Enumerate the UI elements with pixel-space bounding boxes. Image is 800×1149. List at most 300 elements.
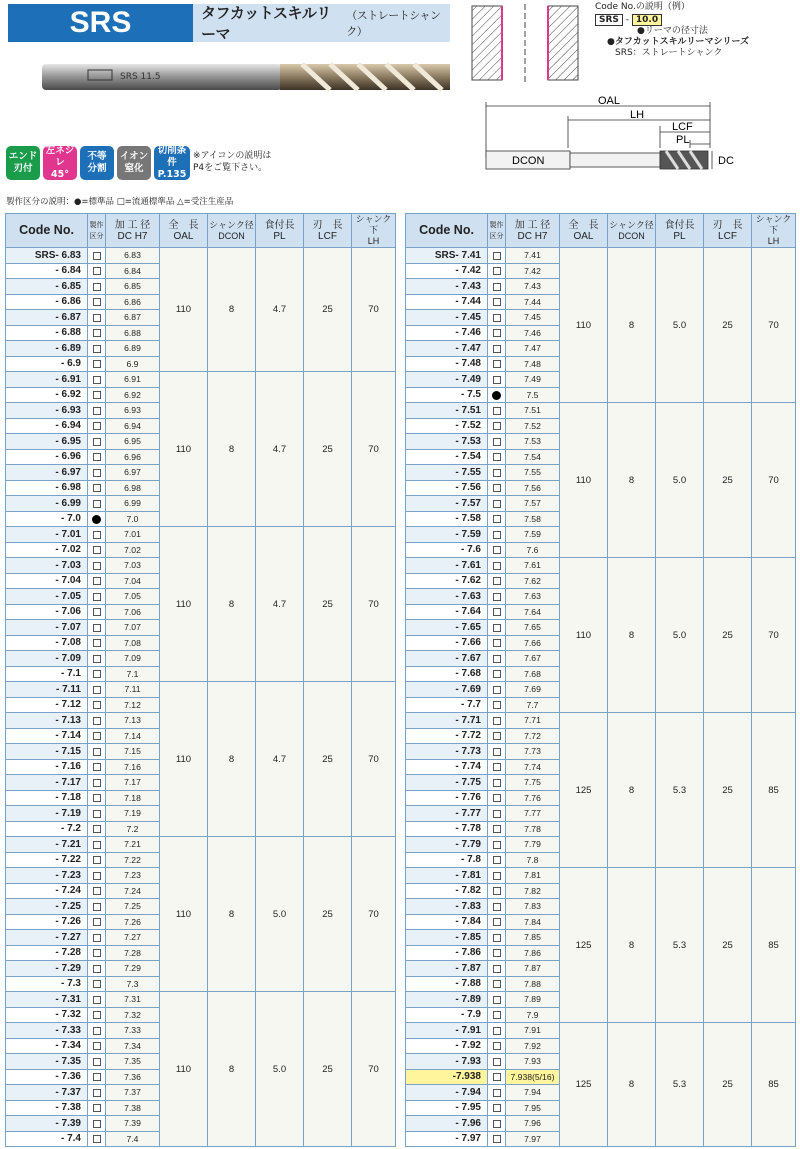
production-class-cell — [88, 325, 106, 341]
dcon-cell: 8 — [608, 713, 656, 868]
table-row — [406, 868, 796, 884]
lh-cell: 70 — [752, 558, 796, 713]
code-no-cell: - 7.53 — [406, 434, 488, 450]
dc-cell: 6.9 — [106, 356, 160, 372]
dcon-cell: 8 — [608, 868, 656, 1023]
distribution-mark-icon — [93, 763, 101, 771]
oal-cell: 110 — [560, 558, 608, 713]
dc-cell: 7.07 — [106, 620, 160, 636]
production-class-cell — [88, 821, 106, 837]
standard-mark-icon — [492, 391, 501, 400]
col-oal: 全 長 OAL — [560, 214, 608, 248]
lh-cell: 70 — [752, 248, 796, 403]
table-row — [6, 682, 396, 698]
production-class-cell — [88, 279, 106, 295]
lh-cell: 70 — [752, 403, 796, 558]
distribution-mark-icon — [93, 314, 101, 322]
code-no-cell: - 7.4 — [6, 1131, 88, 1147]
col-code: Code No. — [6, 214, 88, 248]
distribution-mark-icon — [493, 1104, 501, 1112]
code-no-cell: - 7.72 — [406, 728, 488, 744]
code-no-cell: - 7.26 — [6, 914, 88, 930]
production-class-cell — [88, 558, 106, 574]
production-class-cell — [488, 976, 506, 992]
table-row — [6, 248, 396, 264]
production-class-cell — [488, 387, 506, 403]
col-dcon: シャンク径 DCON — [608, 214, 656, 248]
dc-cell: 7.81 — [506, 868, 560, 884]
pl-cell: 5.0 — [656, 248, 704, 403]
dc-cell: 6.84 — [106, 263, 160, 279]
dc-cell: 7.41 — [506, 248, 560, 264]
production-class-cell — [488, 790, 506, 806]
distribution-mark-icon — [493, 1027, 501, 1035]
production-class-cell — [88, 465, 106, 481]
dc-cell: 7.42 — [506, 263, 560, 279]
code-no-cell: - 7.52 — [406, 418, 488, 434]
production-class-cell — [88, 697, 106, 713]
production-class-cell — [88, 511, 106, 527]
dc-cell: 7.73 — [506, 744, 560, 760]
dc-cell: 7.8 — [506, 852, 560, 868]
distribution-mark-icon — [493, 655, 501, 663]
oal-cell: 110 — [160, 837, 208, 992]
code-no-cell: - 7.92 — [406, 1038, 488, 1054]
distribution-mark-icon — [493, 903, 501, 911]
code-example-line3: SRS：ストレートシャンク — [615, 48, 723, 58]
dcon-cell: 8 — [608, 248, 656, 403]
production-class-cell — [488, 852, 506, 868]
production-class-cell — [488, 449, 506, 465]
dc-cell: 7.78 — [506, 821, 560, 837]
code-no-cell: - 6.96 — [6, 449, 88, 465]
dc-cell: 7.59 — [506, 527, 560, 543]
dim-lh: LH — [630, 109, 645, 121]
dc-cell: 7.68 — [506, 666, 560, 682]
col-kubun: 製作 区分 — [88, 214, 106, 248]
oal-cell: 110 — [160, 248, 208, 372]
distribution-mark-icon — [493, 934, 501, 942]
code-no-cell: - 7.5 — [406, 387, 488, 403]
dc-cell: 7.92 — [506, 1038, 560, 1054]
dc-cell: 7.21 — [106, 837, 160, 853]
distribution-mark-icon — [493, 515, 501, 523]
dc-cell: 7.35 — [106, 1054, 160, 1070]
distribution-mark-icon — [93, 639, 101, 647]
dc-cell: 7.71 — [506, 713, 560, 729]
production-class-cell — [88, 604, 106, 620]
code-no-cell: - 7.32 — [6, 1007, 88, 1023]
dc-cell: 7.25 — [106, 899, 160, 915]
production-class-cell — [88, 434, 106, 450]
distribution-mark-icon — [493, 949, 501, 957]
code-no-cell: - 7.84 — [406, 914, 488, 930]
code-no-cell: - 6.85 — [6, 279, 88, 295]
production-class-cell — [488, 651, 506, 667]
pl-cell: 4.7 — [256, 248, 304, 372]
dc-cell: 7.4 — [106, 1131, 160, 1147]
distribution-mark-icon — [93, 252, 101, 260]
code-no-cell: - 7.57 — [406, 496, 488, 512]
dc-cell: 7.13 — [106, 713, 160, 729]
code-no-cell: - 7.29 — [6, 961, 88, 977]
lh-cell: 85 — [752, 1023, 796, 1147]
production-class-cell — [488, 806, 506, 822]
dc-cell: 7.37 — [106, 1085, 160, 1101]
distribution-mark-icon — [493, 1089, 501, 1097]
production-class-cell — [488, 248, 506, 264]
production-class-cell — [488, 558, 506, 574]
code-example-size: 10.0 — [632, 14, 662, 26]
code-no-cell: - 7.97 — [406, 1131, 488, 1147]
dc-cell: 7.82 — [506, 883, 560, 899]
product-title — [193, 4, 450, 42]
distribution-mark-icon — [93, 670, 101, 678]
code-no-cell: - 6.97 — [6, 465, 88, 481]
oal-cell: 110 — [160, 992, 208, 1147]
dc-cell: 7.09 — [106, 651, 160, 667]
dc-cell: 7.44 — [506, 294, 560, 310]
distribution-mark-icon — [93, 593, 101, 601]
production-class-cell — [488, 434, 506, 450]
code-no-cell: - 7.01 — [6, 527, 88, 543]
lh-cell: 70 — [352, 837, 396, 992]
code-no-cell: - 7.87 — [406, 961, 488, 977]
lcf-cell: 25 — [704, 868, 752, 1023]
lcf-cell: 25 — [304, 837, 352, 992]
distribution-mark-icon — [93, 856, 101, 864]
distribution-mark-icon — [93, 841, 101, 849]
code-no-cell: - 7.21 — [6, 837, 88, 853]
spec-table-right — [405, 213, 796, 1147]
distribution-mark-icon — [93, 1089, 101, 1097]
dc-cell: 7.63 — [506, 589, 560, 605]
production-class-cell — [488, 713, 506, 729]
dim-dc: DC — [718, 155, 734, 167]
code-no-cell: - 7.73 — [406, 744, 488, 760]
code-example-series: SRS — [595, 14, 623, 26]
code-no-cell: - 7.47 — [406, 341, 488, 357]
production-class-cell — [488, 1131, 506, 1147]
lcf-cell: 25 — [304, 992, 352, 1147]
distribution-mark-icon — [493, 810, 501, 818]
distribution-mark-icon — [493, 546, 501, 554]
dc-cell: 7.02 — [106, 542, 160, 558]
dc-cell: 7.87 — [506, 961, 560, 977]
production-class-cell — [88, 914, 106, 930]
code-no-cell: - 7.16 — [6, 759, 88, 775]
dc-cell: 7.76 — [506, 790, 560, 806]
distribution-mark-icon — [493, 717, 501, 725]
distribution-mark-icon — [93, 422, 101, 430]
distribution-mark-icon — [493, 794, 501, 802]
pl-cell: 5.0 — [256, 837, 304, 992]
production-class-cell — [488, 496, 506, 512]
lcf-cell: 25 — [704, 248, 752, 403]
code-no-cell: - 7.77 — [406, 806, 488, 822]
code-no-cell: - 7.67 — [406, 651, 488, 667]
dc-cell: 7.32 — [106, 1007, 160, 1023]
dc-cell: 7.97 — [506, 1131, 560, 1147]
distribution-mark-icon — [93, 934, 101, 942]
production-class-cell — [88, 775, 106, 791]
distribution-mark-icon — [93, 965, 101, 973]
dc-cell: 6.93 — [106, 403, 160, 419]
icon-note: ※アイコンの説明は P4をご覧下さい。 — [193, 151, 272, 173]
dc-cell: 7.2 — [106, 821, 160, 837]
dc-cell: 7.7 — [506, 697, 560, 713]
production-class-cell — [488, 542, 506, 558]
code-no-cell: - 7.82 — [406, 883, 488, 899]
lh-cell: 70 — [352, 372, 396, 527]
dc-cell: 6.88 — [106, 325, 160, 341]
lcf-cell: 25 — [704, 1023, 752, 1147]
production-class-cell — [88, 542, 106, 558]
code-no-cell: - 7.6 — [406, 542, 488, 558]
dc-cell: 7.31 — [106, 992, 160, 1008]
code-no-cell: - 7.06 — [6, 604, 88, 620]
dc-cell: 7.0 — [106, 511, 160, 527]
code-example-dash: - — [625, 15, 630, 25]
distribution-mark-icon — [93, 360, 101, 368]
pl-cell: 5.0 — [256, 992, 304, 1147]
production-class-cell — [88, 449, 106, 465]
production-class-cell — [488, 961, 506, 977]
distribution-mark-icon — [493, 856, 501, 864]
dc-cell: 7.85 — [506, 930, 560, 946]
production-class-cell — [488, 635, 506, 651]
code-no-cell: - 7.56 — [406, 480, 488, 496]
code-no-cell: - 7.3 — [6, 976, 88, 992]
distribution-mark-icon — [493, 469, 501, 477]
distribution-mark-icon — [93, 484, 101, 492]
code-no-cell: - 7.38 — [6, 1100, 88, 1116]
production-class-cell — [488, 279, 506, 295]
dc-cell: 6.96 — [106, 449, 160, 465]
production-class-cell — [488, 992, 506, 1008]
production-class-cell — [488, 511, 506, 527]
distribution-mark-icon — [93, 453, 101, 461]
code-no-cell: - 7.24 — [6, 883, 88, 899]
dc-cell: 7.88 — [506, 976, 560, 992]
code-no-cell: - 7.13 — [6, 713, 88, 729]
lh-cell: 85 — [752, 713, 796, 868]
code-no-cell: - 7.46 — [406, 325, 488, 341]
code-no-cell: - 7.05 — [6, 589, 88, 605]
unequal-spacing-icon: 不等 分割 — [80, 146, 114, 180]
dc-cell: 7.75 — [506, 775, 560, 791]
dc-cell: 7.96 — [506, 1116, 560, 1132]
production-class-cell — [88, 852, 106, 868]
code-no-cell: - 7.79 — [406, 837, 488, 853]
production-class-cell — [88, 310, 106, 326]
distribution-mark-icon — [493, 267, 501, 275]
production-class-cell — [88, 387, 106, 403]
code-no-cell: - 7.89 — [406, 992, 488, 1008]
distribution-mark-icon — [93, 1120, 101, 1128]
production-class-cell — [88, 1100, 106, 1116]
code-no-cell: - 7.02 — [6, 542, 88, 558]
production-class-cell — [488, 1023, 506, 1039]
dc-cell: 7.23 — [106, 868, 160, 884]
code-no-cell: - 7.42 — [406, 263, 488, 279]
dcon-cell: 8 — [208, 837, 256, 992]
production-class-cell — [488, 682, 506, 698]
distribution-mark-icon — [493, 1011, 501, 1019]
dc-cell: 7.66 — [506, 635, 560, 651]
code-no-cell: - 7.14 — [6, 728, 88, 744]
code-no-cell: - 7.68 — [406, 666, 488, 682]
production-class-cell — [88, 403, 106, 419]
dc-cell: 6.89 — [106, 341, 160, 357]
distribution-mark-icon — [93, 996, 101, 1004]
lh-cell: 70 — [352, 527, 396, 682]
col-pl: 食付長 PL — [656, 214, 704, 248]
dc-cell: 7.94 — [506, 1085, 560, 1101]
production-class-cell — [488, 883, 506, 899]
code-no-cell: -7.938 — [406, 1069, 488, 1085]
dc-cell: 7.16 — [106, 759, 160, 775]
distribution-mark-icon — [493, 841, 501, 849]
lcf-cell: 25 — [304, 682, 352, 837]
code-no-cell: - 6.86 — [6, 294, 88, 310]
production-class-cell — [488, 1038, 506, 1054]
code-no-cell: - 7.55 — [406, 465, 488, 481]
production-class-cell — [488, 759, 506, 775]
code-no-cell: - 7.12 — [6, 697, 88, 713]
code-no-cell: - 7.09 — [6, 651, 88, 667]
table-row — [406, 248, 796, 264]
dc-cell: 7.89 — [506, 992, 560, 1008]
dc-cell: 7.45 — [506, 310, 560, 326]
production-class-cell — [88, 1007, 106, 1023]
distribution-mark-icon — [493, 624, 501, 632]
production-class-cell — [88, 1069, 106, 1085]
distribution-mark-icon — [493, 500, 501, 508]
distribution-mark-icon — [493, 1120, 501, 1128]
dc-cell: 7.05 — [106, 589, 160, 605]
dc-cell: 7.39 — [106, 1116, 160, 1132]
production-class-cell — [88, 899, 106, 915]
dc-cell: 7.51 — [506, 403, 560, 419]
dc-cell: 6.83 — [106, 248, 160, 264]
dc-cell: 7.12 — [106, 697, 160, 713]
lcf-cell: 25 — [304, 372, 352, 527]
pl-cell: 4.7 — [256, 527, 304, 682]
production-class-cell — [488, 1085, 506, 1101]
code-no-cell: - 7.51 — [406, 403, 488, 419]
distribution-mark-icon — [93, 345, 101, 353]
dc-cell: 7.55 — [506, 465, 560, 481]
code-no-cell: - 6.89 — [6, 341, 88, 357]
code-no-cell: - 6.9 — [6, 356, 88, 372]
table-row — [406, 558, 796, 574]
reamer-tool-image — [40, 52, 460, 114]
dc-cell: 7.52 — [506, 418, 560, 434]
col-dc: 加 工 径 DC H7 — [506, 214, 560, 248]
table-row — [6, 837, 396, 853]
production-class-cell — [88, 1054, 106, 1070]
oal-cell: 110 — [160, 682, 208, 837]
distribution-mark-icon — [93, 794, 101, 802]
production-class-cell — [88, 790, 106, 806]
pl-cell: 4.7 — [256, 372, 304, 527]
cutting-conditions-icon: 切削条件 P.135 — [154, 146, 190, 180]
code-no-cell: - 7.17 — [6, 775, 88, 791]
distribution-mark-icon — [93, 1011, 101, 1019]
production-class-cell — [488, 604, 506, 620]
production-class-cell — [88, 620, 106, 636]
dc-cell: 7.19 — [106, 806, 160, 822]
production-class-cell — [488, 573, 506, 589]
code-no-cell: - 7.76 — [406, 790, 488, 806]
distribution-mark-icon — [493, 252, 501, 260]
production-class-cell — [88, 883, 106, 899]
pl-cell: 5.3 — [656, 713, 704, 868]
dc-cell: 7.17 — [106, 775, 160, 791]
code-no-cell: - 7.04 — [6, 573, 88, 589]
dc-cell: 6.95 — [106, 434, 160, 450]
production-class-cell — [488, 1116, 506, 1132]
distribution-mark-icon — [93, 546, 101, 554]
table-row — [6, 527, 396, 543]
dc-cell: 7.67 — [506, 651, 560, 667]
distribution-mark-icon — [493, 732, 501, 740]
distribution-mark-icon — [93, 1104, 101, 1112]
distribution-mark-icon — [93, 1135, 101, 1143]
production-class-cell — [488, 930, 506, 946]
dc-cell: 7.48 — [506, 356, 560, 372]
distribution-mark-icon — [93, 887, 101, 895]
production-class-cell — [88, 294, 106, 310]
code-example-line2: タフカットスキルリーマシリーズ — [614, 37, 750, 47]
col-pl: 食付長 PL — [256, 214, 304, 248]
spec-table-left — [5, 213, 396, 1147]
lcf-cell: 25 — [704, 713, 752, 868]
distribution-mark-icon — [493, 887, 501, 895]
distribution-mark-icon — [93, 469, 101, 477]
code-no-cell: - 7.18 — [6, 790, 88, 806]
production-class-cell — [88, 418, 106, 434]
code-no-cell: - 6.93 — [6, 403, 88, 419]
dc-cell: 7.18 — [106, 790, 160, 806]
distribution-mark-icon — [493, 980, 501, 988]
code-no-cell: - 7.94 — [406, 1085, 488, 1101]
dc-cell: 7.95 — [506, 1100, 560, 1116]
code-no-cell: - 6.87 — [6, 310, 88, 326]
dc-cell: 7.3 — [106, 976, 160, 992]
production-class-cell — [88, 341, 106, 357]
dc-cell: 7.58 — [506, 511, 560, 527]
col-lcf: 刃 長 LCF — [704, 214, 752, 248]
distribution-mark-icon — [93, 267, 101, 275]
production-class-cell — [488, 914, 506, 930]
code-no-cell: - 7.39 — [6, 1116, 88, 1132]
dcon-cell: 8 — [608, 403, 656, 558]
distribution-mark-icon — [493, 484, 501, 492]
dcon-cell: 8 — [208, 682, 256, 837]
code-no-cell: - 7.75 — [406, 775, 488, 791]
code-no-cell: - 7.15 — [6, 744, 88, 760]
code-no-cell: - 7.48 — [406, 356, 488, 372]
production-class-cell — [488, 310, 506, 326]
distribution-mark-icon — [93, 376, 101, 384]
code-no-cell: - 7.8 — [406, 852, 488, 868]
dc-cell: 7.5 — [506, 387, 560, 403]
distribution-mark-icon — [93, 748, 101, 756]
code-example-line1: リーマの径寸法 — [644, 26, 708, 36]
distribution-mark-icon — [493, 748, 501, 756]
